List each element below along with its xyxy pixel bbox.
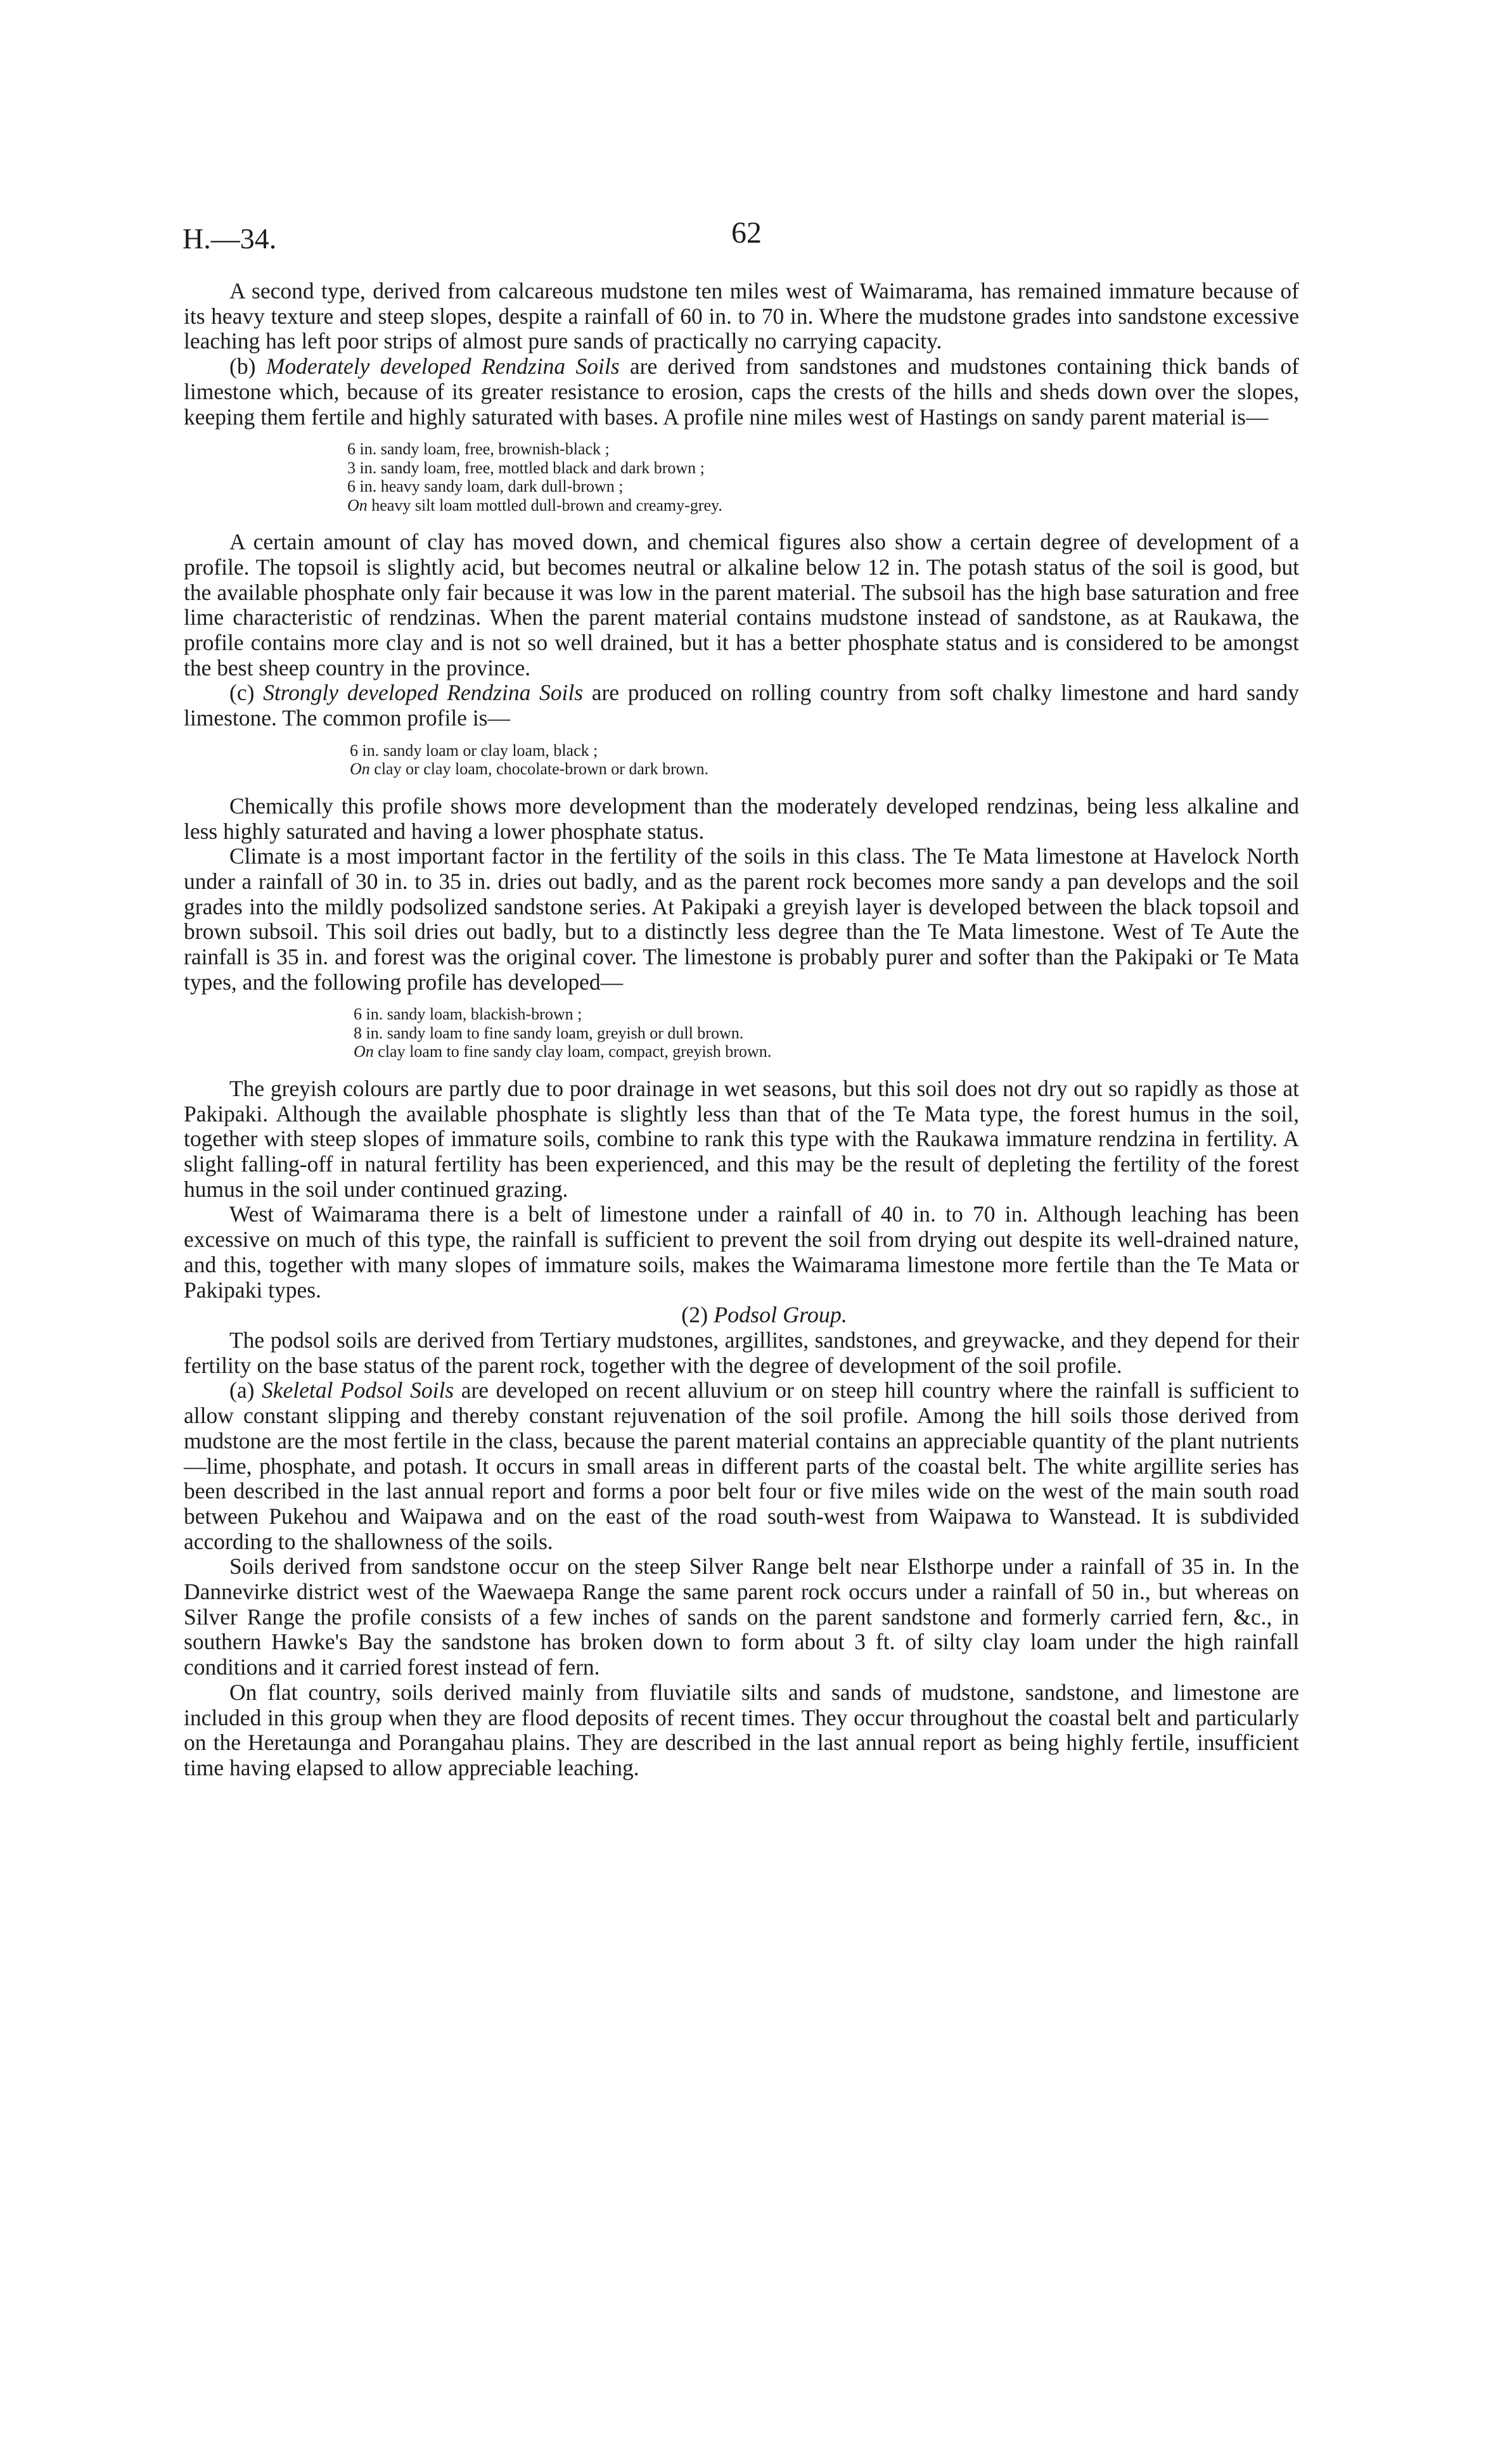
section-number: (2): [681, 1302, 714, 1328]
profile-on: On: [354, 1042, 374, 1061]
list-marker: (b): [229, 354, 256, 380]
profile-text: clay or clay loam, chocolate-brown or dark brown.: [369, 760, 709, 779]
page-number: 62: [731, 216, 762, 250]
paragraph: Climate is a most important factor in the fertility of the soils in this class. The Te Mata limestone at Havelock North under a rainfall of 30 in. to 35 in. dries out badly, and as the parent rock becomes more sandy a pan develops and the soil grades into the mildly podsolized sandstone series. At Pakipaki a greyish layer is developed between the black topsoil and brown subsoil. This soil dries out badly, but to a distinctly less degree than the Te Mata limestone. West of Te Aute the rainfall is 35 in. and forest was the original cover. The limestone is probably purer and softer than the Pakipaki or Te Mata types, and the following profile has developed—: [184, 843, 1299, 995]
paragraph-moderately-developed-rendzina: [184, 354, 1299, 430]
profile-line: [347, 496, 1299, 515]
profile-line: 3 in. sandy loam, free, mottled black and dark brown ;: [347, 458, 705, 477]
profile-line: 6 in. sandy loam, free, brownish-black ;: [347, 440, 610, 459]
paragraph: A second type, derived from calcareous mudstone ten miles west of Waimarama, has remained immature because of its heavy texture and steep slopes, despite a rainfall of 60 in. to 70 in. Where the mudstone grades into sandstone excessive leaching has left poor strips of almost pure sands of practically no carrying capacity.: [184, 278, 1299, 354]
paragraph-strongly-developed-rendzina: [184, 680, 1299, 731]
profile-line: 6 in. sandy loam, blackish-brown ;: [354, 1005, 582, 1024]
profile-text: heavy silt loam mottled dull-brown and creamy-grey.: [367, 495, 722, 514]
report-code: H.—34.: [183, 222, 277, 255]
soil-profile-3: [184, 1005, 1299, 1061]
profile-line: [354, 1042, 1299, 1061]
paragraph: Chemically this profile shows more development than the moderately developed rendzinas, being less alkaline and less highly saturated and having a lower phosphate status.: [184, 793, 1299, 844]
paragraph-text: are developed on recent alluvium or on steep hill country where the rainfall is sufficient to allow constant slipping and thereby constant rejuvenation of the soil profile. Among the hill soils those derived from mudstone are the most fertile in the class, because the parent material contains an appreciable quantity of the plant nutrients—lime, phosphate, and potash. It occurs in small areas in different parts of the coastal belt. The white argillite series has been described in the last annual report and forms a poor belt four or five miles wide on the west of the main south road between Pukehou and Waipawa and on the east of the road south-west from Waipawa to Wanstead. It is subdivided according to the shallowness of the soils.: [184, 1377, 1299, 1554]
profile-line: 6 in. sandy loam or clay loam, black ;: [350, 741, 598, 760]
paragraph-text: are produced on rolling country from soft chalky limestone and hard sandy limestone. The common profile is—: [184, 680, 1300, 731]
subheading: Strongly developed Rendzina Soils: [263, 680, 584, 706]
subheading: Skeletal Podsol Soils: [261, 1377, 454, 1403]
subheading: Moderately developed Rendzina Soils: [266, 354, 620, 380]
profile-text: clay loam to fine sandy clay loam, compact, greyish brown.: [373, 1042, 772, 1061]
page-header: [183, 215, 1310, 266]
paragraph: On flat country, soils derived mainly from fluviatile silts and sands of mudstone, sandstone, and limestone are included in this group when they are flood deposits of recent times. They occur throughout the coastal belt and particularly on the Heretaunga and Porangahau plains. They are described in the last annual report as being highly fertile, insufficient time having elapsed to allow appreciable leaching.: [184, 1679, 1299, 1780]
paragraph: Soils derived from sandstone occur on the steep Silver Range belt near Elsthorpe under a rainfall of 35 in. In the Dannevirke district west of the Waewaepa Range the same parent rock occurs under a rainfall of 50 in., but whereas on Silver Range the profile consists of a few inches of sands on the parent sandstone and formerly carried fern, &c., in southern Hawke's Bay the sandstone has broken down to form about 3 ft. of silty clay loam under the high rainfall conditions and it carried forest instead of fern.: [184, 1554, 1299, 1680]
body-text: [184, 279, 1299, 1781]
soil-profile-1: [184, 440, 1299, 514]
profile-on: On: [350, 760, 370, 779]
soil-profile-2: [184, 741, 1299, 779]
paragraph-skeletal-podsol: [184, 1378, 1299, 1554]
paragraph: The podsol soils are derived from Tertiary mudstones, argillites, sandstones, and greywacke, and they depend for their fertility on the base status of the parent rock, together with the degree of development of the soil profile.: [184, 1327, 1299, 1378]
paragraph: The greyish colours are partly due to poor drainage in wet seasons, but this soil does not dry out so rapidly as those at Pakipaki. Although the available phosphate is slightly less than that of the Te Mata type, the forest humus in the soil, together with steep slopes of immature soils, combine to rank this type with the Raukawa immature rendzina in fertility. A slight falling-off in natural fertility has been experienced, and this may be the result of depleting the fertility of the forest humus in the soil under continued grazing.: [184, 1075, 1299, 1202]
profile-line: 6 in. heavy sandy loam, dark dull-brown ;: [347, 477, 624, 496]
paragraph: A certain amount of clay has moved down, and chemical figures also show a certain degree of development of a profile. The topsoil is slightly acid, but becomes neutral or alkaline below 12 in. The potash status of the soil is good, but the available phosphate only fair because it was low in the parent material. The subsoil has the high base saturation and free lime characteristic of rendzinas. When the parent material contains mudstone instead of sandstone, as at Raukawa, the profile contains more clay and is not so well drained, but it has a better phosphate status and is considered to be amongst the best sheep country in the province.: [184, 529, 1299, 680]
section-title: Podsol Group.: [714, 1302, 847, 1328]
paragraph-text: are derived from sandstones and mudstones containing thick bands of limestone which, because of its greater resistance to erosion, caps the crests of the hills and sheds down over the slopes, keeping them fertile and highly saturated with bases. A profile nine miles west of Hastings on sandy parent material is—: [184, 354, 1300, 430]
list-marker: (c): [229, 680, 255, 706]
profile-on: On: [347, 495, 368, 514]
profile-line: [350, 760, 1299, 779]
paragraph: West of Waimarama there is a belt of limestone under a rainfall of 40 in. to 70 in. Although leaching has been excessive on much of this type, the rainfall is sufficient to prevent the soil from drying out despite its well-drained nature, and this, together with many slopes of immature soils, makes the Waimarama limestone more fertile than the Te Mata or Pakipaki types.: [184, 1201, 1299, 1303]
section-heading: [184, 1303, 1299, 1328]
list-marker: (a): [229, 1377, 255, 1403]
profile-line: 8 in. sandy loam to fine sandy loam, greyish or dull brown.: [354, 1023, 744, 1042]
